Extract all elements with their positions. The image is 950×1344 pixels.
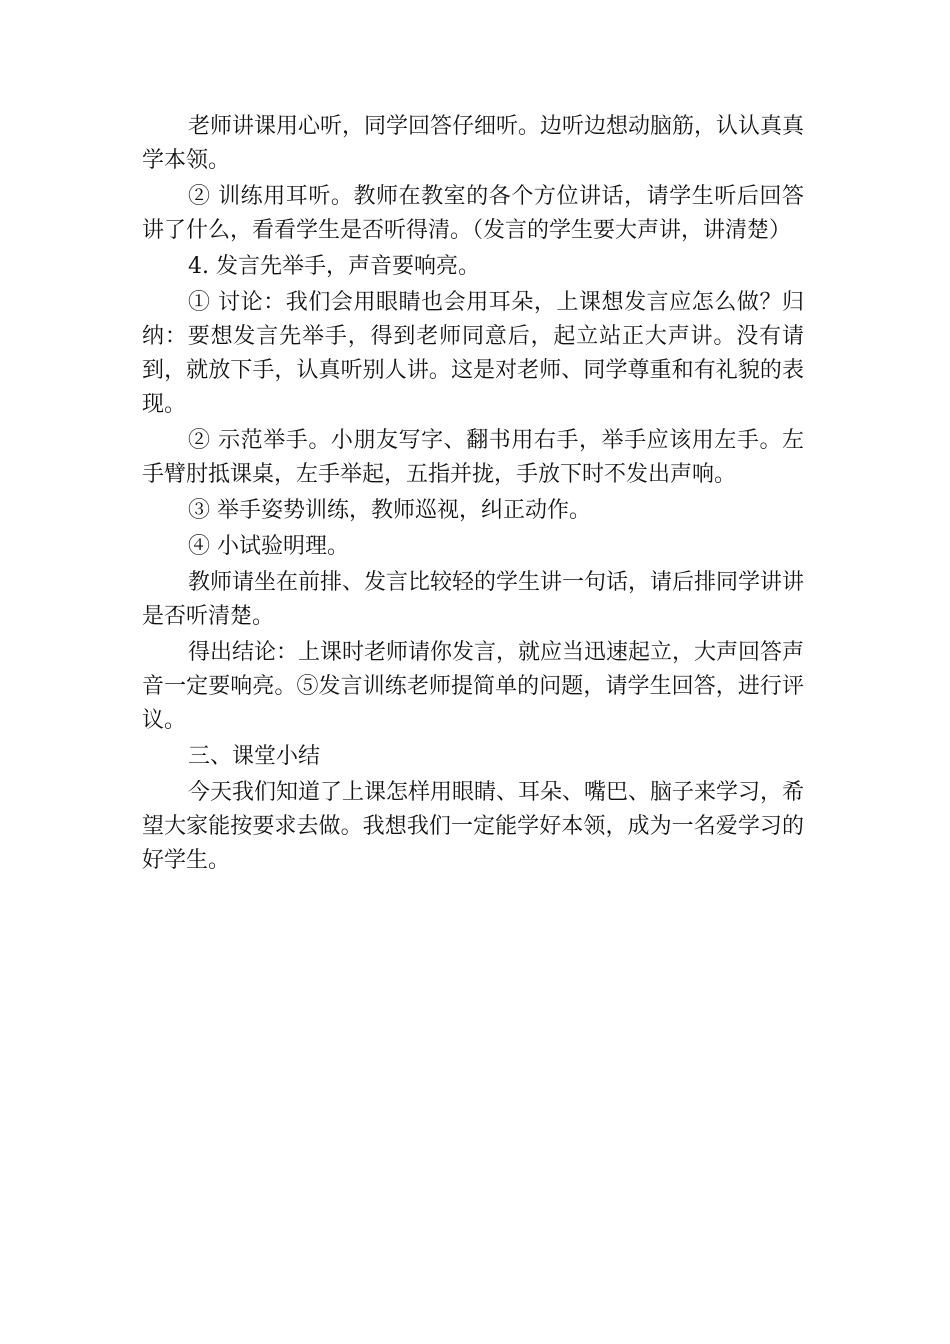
- paragraph-discussion: ① 讨论：我们会用眼睛也会用耳朵，上课想发言应怎么做？归纳：要想发言先举手，得到老师同意后，起立站正大声讲。没有请到，就放下手，认真听别人讲。这是对老师、同学尊重和有礼貌的表现。: [142, 290, 804, 417]
- paragraph-posture-training: ③ 举手姿势训练，教师巡视，纠正动作。: [188, 498, 591, 523]
- paragraph-hand-raise-demo: ② 示范举手。小朋友写字、翻书用右手，举手应该用左手。左手臂肘抵课桌，左手举起，五指并拢，手放下时不发出声响。: [142, 428, 804, 487]
- paragraph-small-experiment: ④ 小试验明理。: [188, 534, 349, 559]
- paragraph-experiment-detail: 教师请坐在前排、发言比较轻的学生讲一句话，请后排同学讲讲是否听清楚。: [142, 570, 805, 629]
- paragraph-summary-text: 今天我们知道了上课怎样用眼睛、耳朵、嘴巴、脑子来学习，希望大家能按要求去做。我想我们一定能学好本领，成为一名爱学习的好学生。: [142, 780, 805, 873]
- paragraph-ear-training: ② 训练用耳听。教师在教室的各个方位讲话，请学生听后回答讲了什么，看看学生是否听得清。（发言的学生要大声讲，讲清楚）: [142, 184, 804, 243]
- paragraph-section-4-heading: 4. 发言先举手，声音要响亮。: [188, 254, 480, 279]
- paragraph-summary-heading: 三、课堂小结: [188, 744, 321, 769]
- document-body: [142, 110, 804, 878]
- paragraph-conclusion: 得出结论：上课时老师请你发言，就应当迅速起立，大声回答声音一定要响亮。⑤发言训练老师提简单的问题，请学生回答，进行评议。: [142, 640, 805, 733]
- paragraph-listening-rhyme: 老师讲课用心听，同学回答仔细听。边听边想动脑筋，认认真真学本领。: [142, 114, 805, 173]
